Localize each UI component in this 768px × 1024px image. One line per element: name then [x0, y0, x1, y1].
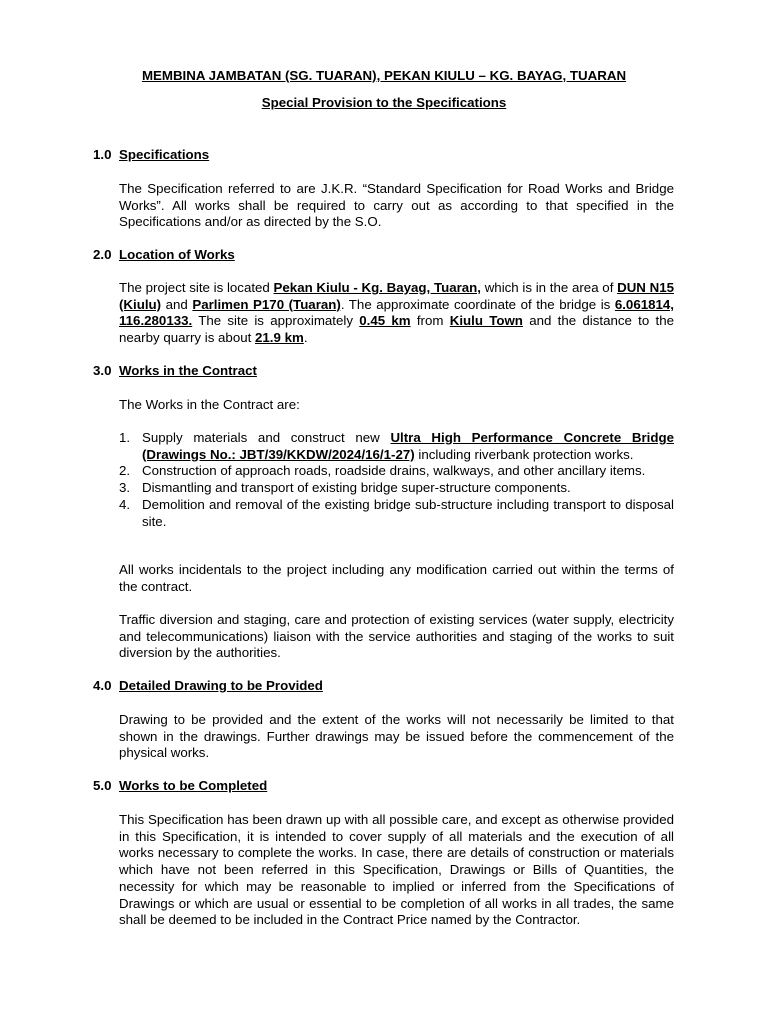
list-item	[119, 430, 674, 463]
section-heading-4	[93, 678, 323, 695]
section-heading-2	[93, 247, 235, 264]
list-number: 4.	[119, 496, 131, 512]
section-heading-1	[93, 147, 209, 164]
text-run: . The approximate coordinate of the bridge is	[340, 296, 615, 312]
section-title: Works to be Completed	[119, 778, 268, 793]
list-text: Demolition and removal of the existing bridge sub-structure including transport to disposal site.	[142, 496, 674, 529]
section-number: 5.0	[93, 778, 112, 793]
list-text: Construction of approach roads, roadside drains, walkways, and other ancillary items.	[142, 463, 646, 479]
section-title: Works in the Contract	[119, 363, 257, 378]
parlimen-area: Parlimen P170 (Tuaran)	[192, 296, 341, 312]
section-3-intro: The Works in the Contract are:	[119, 397, 300, 412]
text-run: which is in the area of	[481, 280, 618, 295]
text-run: and the distance to the nearby quarry is about	[119, 313, 674, 346]
document-title: MEMBINA JAMBATAN (SG. TUARAN), PEKAN KIULU – KG. BAYAG, TUARAN	[141, 68, 627, 83]
text-run: and	[161, 296, 193, 312]
section-number: 2.0	[93, 247, 112, 262]
dun-area: DUN N15 (Kiulu)	[119, 280, 675, 312]
list-number: 2.	[119, 463, 131, 479]
text-run: from	[410, 313, 450, 329]
list-item	[119, 497, 674, 530]
section-heading-3	[93, 363, 257, 380]
bridge-coordinate: 6.061814, 116.280133.	[119, 296, 674, 329]
list-text: Dismantling and transport of existing bridge super-structure components.	[142, 480, 571, 496]
list-number: 3.	[119, 480, 131, 496]
section-title: Specifications	[119, 147, 210, 162]
section-title: Detailed Drawing to be Provided	[119, 678, 323, 693]
text-run: The project site is located	[119, 280, 274, 295]
document-subtitle: Special Provision to the Specifications	[261, 95, 507, 110]
project-site: Pekan Kiulu - Kg. Bayag, Tuaran,	[273, 280, 481, 295]
section-heading-5	[93, 778, 267, 795]
text-run: .	[303, 330, 308, 346]
site-distance: 0.45 km	[359, 313, 411, 329]
section-1-paragraph: The Specification referred to are J.K.R. “Standard Specification for Road Works and Bridge Works”. All works shall be required to carry out as according to that specified in the Specifications and/or as directed by the S.O.	[119, 181, 674, 230]
text-run: including riverbank protection works.	[414, 446, 634, 462]
section-5-paragraph: This Specification has been drawn up with all possible care, and except as otherwise provided in this Specification, it is intended to cover supply of all materials and the execution of all works necessary to complete the works. In case, there are details of construction or materials which have not been referred in this Specification, Drawings or Bills of Quantities, the necessity for which may be reasonable to implied or inferred from the Specifications of Drawings or which are usual or essential to be completion of all works in all trades, the same shall be deemed to be included in the Contract Price named by the Contractor.	[119, 812, 674, 928]
section-4-paragraph: Drawing to be provided and the extent of the works will not necessarily be limited to that shown in the drawings. Further drawings may be issued before the commencement of the physical works.	[119, 712, 674, 761]
quarry-distance: 21.9 km	[255, 330, 304, 346]
bridge-drawing-reference: Ultra High Performance Concrete Bridge (Drawings No.: JBT/39/KKDW/2024/16/1-27)	[142, 430, 674, 462]
list-number: 1.	[119, 430, 131, 445]
section-number: 3.0	[93, 363, 112, 378]
text-run: Supply materials and construct new	[142, 430, 391, 445]
section-title: Location of Works	[119, 247, 235, 262]
section-number: 4.0	[93, 678, 112, 693]
town-name: Kiulu Town	[449, 313, 523, 329]
works-list	[119, 430, 674, 530]
section-number: 1.0	[93, 147, 112, 162]
section-3-paragraph-1: All works incidentals to the project including any modification carried out within the terms of the contract.	[119, 562, 674, 594]
text-run: The site is approximately	[192, 313, 360, 329]
list-item	[119, 480, 674, 497]
section-3-paragraph-2: Traffic diversion and staging, care and protection of existing services (water supply, electricity and telecommunications) liaison with the service authorities and staging of the works to suit diversion by the authorities.	[119, 612, 674, 661]
section-2-paragraph	[119, 280, 674, 347]
list-item	[119, 463, 674, 480]
